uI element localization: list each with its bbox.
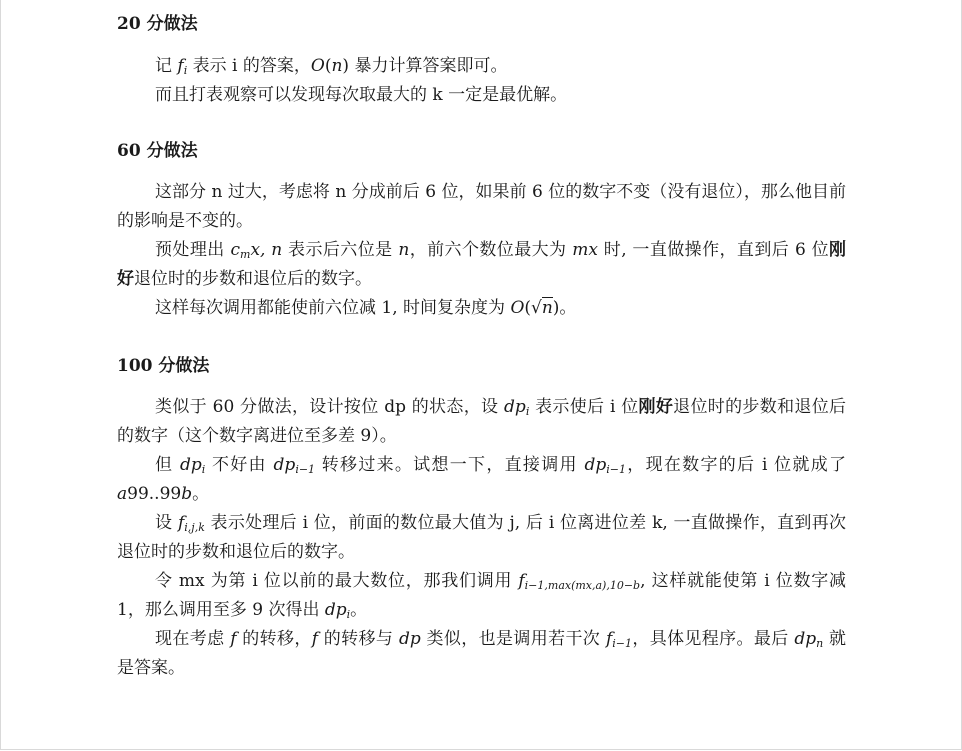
paragraph: 记 $f_i$ 表示 i 的答案，O(n) 暴力计算答案即可。 — [155, 56, 508, 77]
paragraph: 令 mx 为第 i 位以前的最大数位，那我们调用 $f_{i-1,max(mx,a),10-b}$, 这样就能使第 i 位数字减 1，那么调用至多 9 次得出 $dp_i$。 — [117, 571, 846, 621]
paragraph: 设 $f_{i,j,k}$ 表示处理后 i 位，前面的数位最大值为 j, 后 i 位离进位差 k, 一直做操作，直到再次退位时的步数和退位后的数字。 — [117, 513, 846, 562]
paragraph: 预处理出 $c_mx$, n 表示后六位是 n，前六个数位最大为 mx 时, 一直做操作，直到后 6 位刚好退位时的步数和退位后的数字。 — [117, 240, 847, 289]
paragraph: 这部分 n 过大，考虑将 n 分成前后 6 位，如果前 6 位的数字不变（没有退位），那么他目前的影响是不变的。 — [117, 182, 846, 231]
section-title-100: 100 分做法 — [117, 356, 210, 376]
section-20-body — [117, 52, 567, 110]
paragraph: 但 $dp_i$ 不好由 $dp_{i-1}$ 转移过来。试想一下，直接调用 $dp_{i-1}$，现在数字的后 i 位就成了 a99..99b。 — [117, 455, 847, 504]
section-title-60: 60 分做法 — [117, 141, 198, 161]
section-60-body — [117, 178, 846, 323]
section-title-20: 20 分做法 — [117, 14, 198, 34]
paragraph: 现在考虑 f 的转移，f 的转移与 dp 类似，也是调用若干次 $f_{i-1}$，具体见程序。最后 $dp_n$ 就是答案。 — [117, 629, 847, 678]
paragraph: 类似于 60 分做法，设计按位 dp 的状态，设 $dp_i$ 表示使后 i 位刚好退位时的步数和退位后的数字（这个数字离进位至多差 9）。 — [117, 397, 847, 446]
paragraph: 这样每次调用都能使前六位减 1, 时间复杂度为 O(√n)。 — [155, 298, 577, 318]
paragraph: 而且打表观察可以发现每次取最大的 k 一定是最优解。 — [155, 85, 568, 105]
section-100-body — [117, 393, 846, 683]
